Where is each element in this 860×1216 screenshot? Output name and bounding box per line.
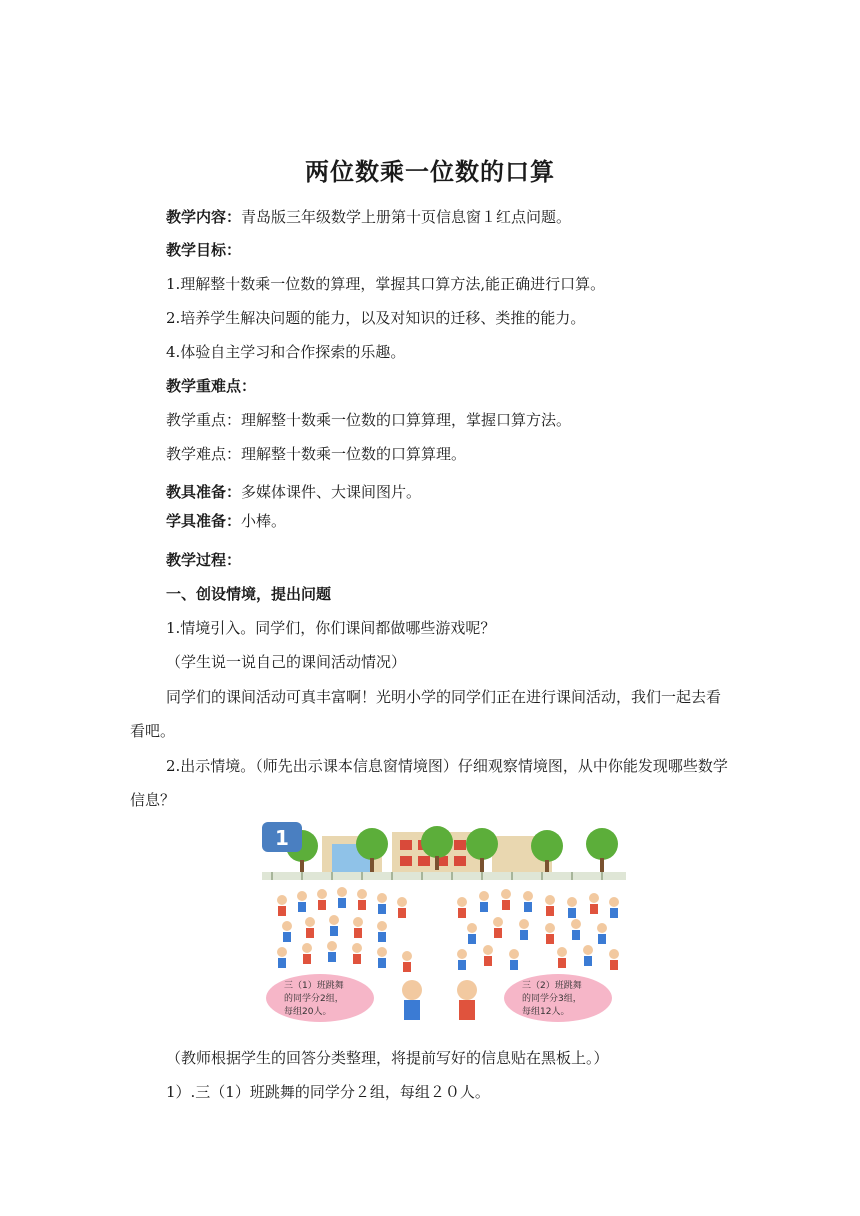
goal-item-2: 2.培养学生解决问题的能力，以及对知识的迁移、类推的能力。 — [166, 309, 586, 327]
page-title: 两位数乘一位数的口算 — [305, 158, 555, 186]
paragraph1 — [130, 680, 730, 748]
teacher-tools — [166, 482, 421, 502]
information-window-illustration — [262, 822, 626, 1022]
teacher-tools-label: 教具准备： — [166, 483, 242, 501]
goal-item-3: 4.体验自主学习和合作探索的乐趣。 — [166, 343, 406, 361]
teaching-content — [166, 207, 571, 227]
difficulty-point: 教学难点：理解整十数乘一位数的口算算理。 — [166, 445, 467, 463]
student-tools — [166, 511, 286, 531]
goal-item-1: 1.理解整十数乘一位数的算理，掌握其口算方法,能正确进行口算。 — [166, 275, 606, 293]
bubble-right-line-3: 每组12人。 — [522, 1007, 570, 1017]
keypoints-heading: 教学重难点： — [166, 377, 257, 395]
step1-note: （学生说一说自己的课间活动情况） — [166, 653, 407, 671]
goals-heading: 教学目标： — [166, 241, 242, 259]
teaching-content-label: 教学内容： — [166, 208, 242, 226]
bubble-right-line-1: 三（2）班跳舞 — [522, 981, 582, 991]
step2-text: 2.出示情境。（师先出示课本信息窗情境图）仔细观察情境图，从中你能发现哪些数学信息？ — [130, 757, 728, 809]
process-heading: 教学过程： — [166, 551, 242, 569]
bubble-left-line-1: 三（1）班跳舞 — [284, 981, 344, 991]
student-tools-text: 小棒。 — [241, 512, 287, 530]
paragraph1-text: 同学们的课间活动可真丰富啊！光明小学的同学们正在进行课间活动，我们一起去看看吧。 — [130, 688, 722, 740]
girl-figure — [457, 980, 477, 1000]
step1: 1.情境引入。同学们，你们课间都做哪些游戏呢？ — [166, 619, 496, 637]
teaching-content-text: 青岛版三年级数学上册第十页信息窗１红点问题。 — [241, 208, 572, 226]
info-item-1: 1）.三（1）班跳舞的同学分２组，每组２０人。 — [166, 1083, 490, 1101]
key-point: 教学重点：理解整十数乘一位数的口算算理，掌握口算方法。 — [166, 411, 572, 429]
bubble-left-line-2: 的同学分2组， — [284, 994, 344, 1004]
student-tools-label: 学具准备： — [166, 512, 242, 530]
bubble-right-line-2: 的同学分3组， — [522, 994, 582, 1004]
bubble-left-line-3: 每组20人。 — [284, 1007, 332, 1017]
teacher-tools-text: 多媒体课件、大课间图片。 — [241, 483, 422, 501]
step2 — [130, 749, 730, 817]
window-number: 1 — [275, 826, 289, 850]
section1-heading: 一、创设情境，提出问题 — [166, 585, 332, 603]
boy-figure — [402, 980, 422, 1000]
teacher-note: （教师根据学生的回答分类整理，将提前写好的信息贴在黑板上。） — [166, 1049, 609, 1067]
